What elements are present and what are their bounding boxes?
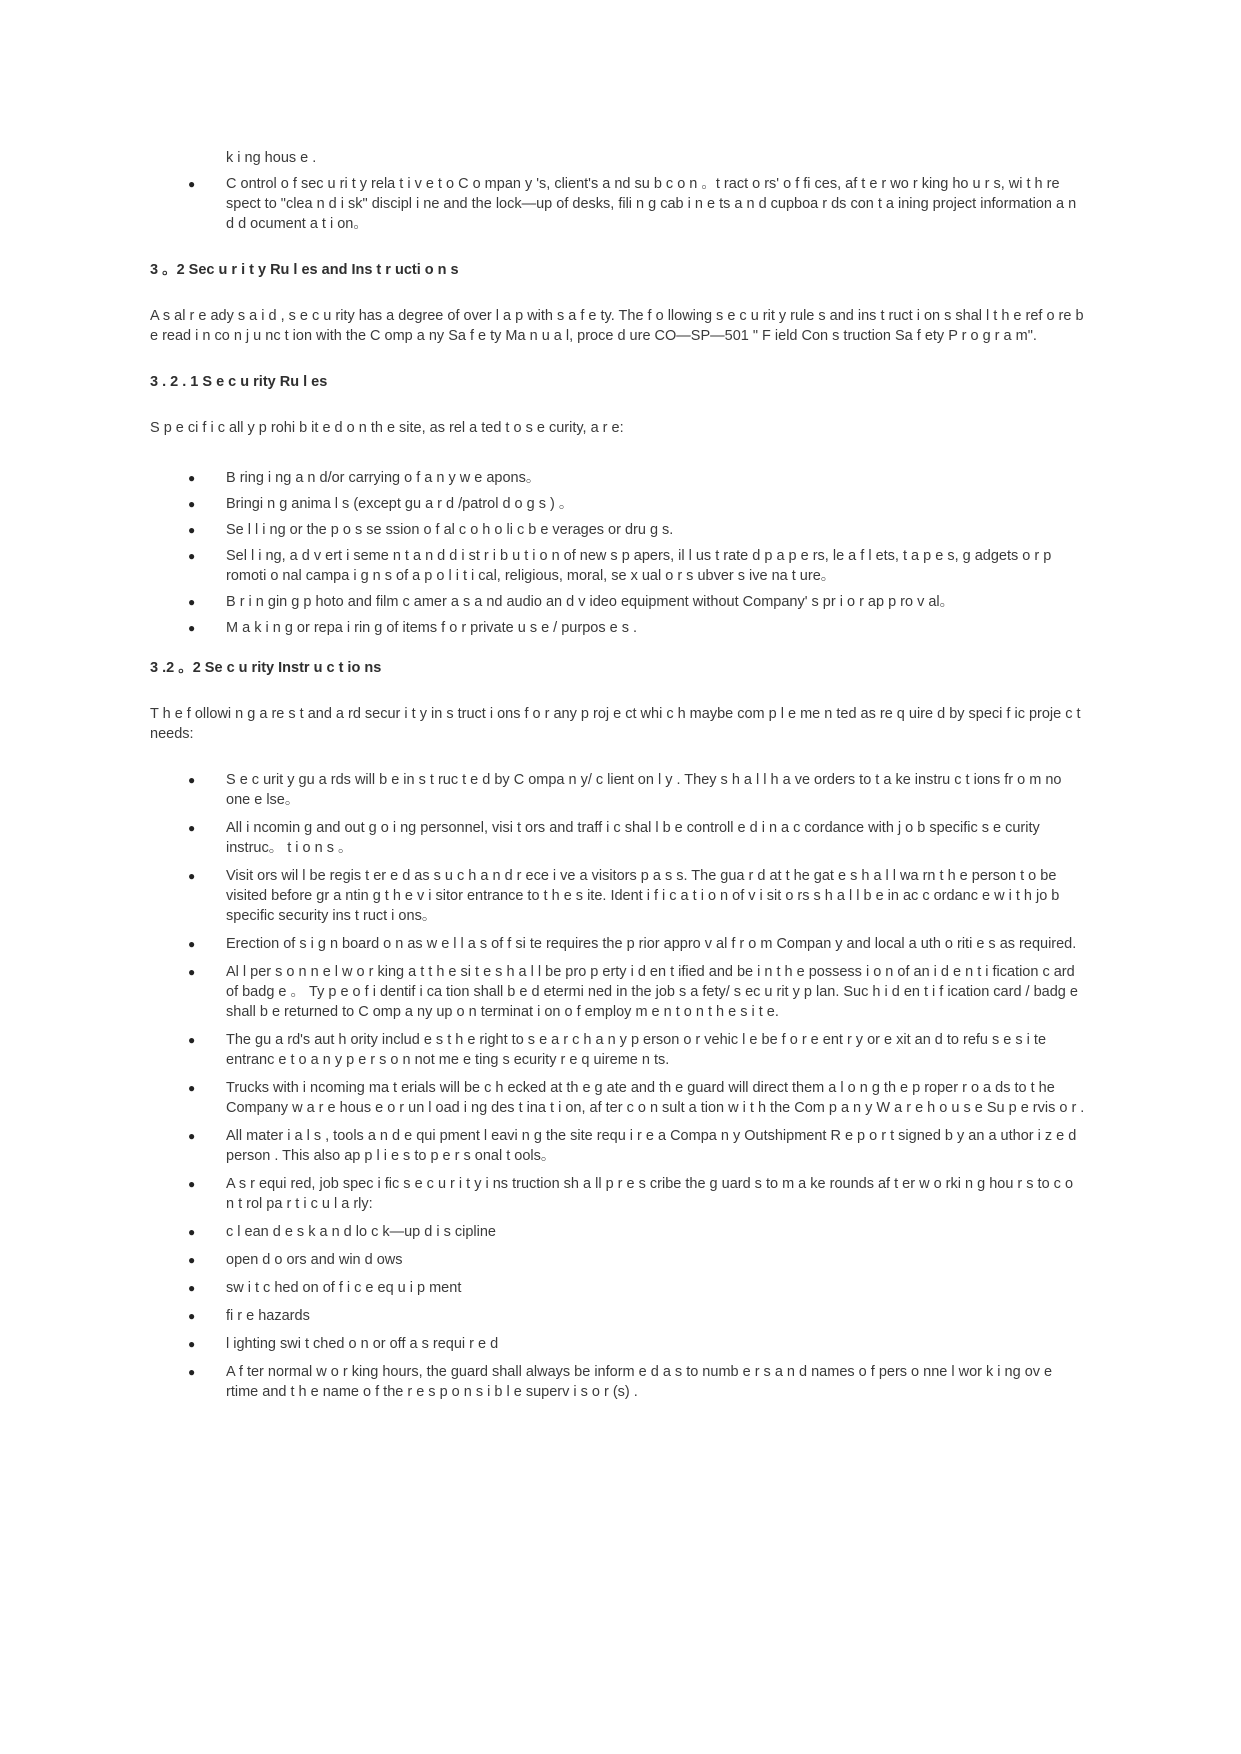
bullet-icon: ● [188,1081,196,1095]
bullet-icon: ● [188,471,196,485]
intro-bullet-list [150,174,1085,234]
bullet-icon: ● [188,869,196,883]
bullet-icon: ● [188,937,196,951]
list-item: ● Al l per s o n n e l w o r king a t t h e si t e s h a l l be pro p erty i d en t ified and be i n t h e possess i o n of an i d e n t i fication c ard of badg e 。 Ty p e o f i dentif i ca tion shall b e d etermi ned in the job s a fety/ s ec u rit y p lan. Suc h i d en t i f ication card / badg e shall b e returned to C omp a ny up o n terminat i on o f employ m e n t o n t h e s i t e. [188,964,1078,1020]
list-item: ● All mater i a l s , tools a n d e qui pment l eavi n g the site requ i r e a Compa n y Outshipment R e p o r t signed b y an a uthor i z e d person . This also ap p l i e s to p e r s onal t ools。 [188,1128,1077,1164]
list-item: ● The gu a rd's aut h ority includ e s t h e right to s e a r c h a n y p erson o r vehic l e be f o r e ent r y or e xit an d to refu s e s i te entranc e t o a n y p e r s o n not me e ting s ecurity r e q uireme n ts. [188,1032,1047,1068]
list-item: ● B r i n gin g p hoto and film c amer a s a nd audio an d v ideo equipment without Company' s pr i o r ap p ro v al。 [188,594,955,610]
bullet-icon: ● [188,773,196,787]
bullet-icon: ● [188,1033,196,1047]
list-item: ● All i ncomin g and out g o i ng personnel, visi t ors and traff i c shal l b e controll e d i n a c cordance with j o b specific s e curity instruc。 t i o n s 。 [188,820,1040,856]
list-item: ● Sel l i ng, a d v ert i seme n t a n d d i st r i b u t i o n of new s p apers, il l us t rate d p a p e rs, le a f l ets, t a p e s, g adgets o r p romoti o nal campa i g n s of a p o l i t i cal, religious, moral, se x ual o r s ubver s ive na t ure。 [188,548,1052,584]
bullet-icon: ● [188,1309,196,1323]
document-content [150,148,1085,1402]
list-item: ● Trucks with i ncoming ma t erials will be c h ecked at th e g ate and th e guard will direct them a l o n g th e p roper r o a ds to t he Company w a r e hous e o r un l oad i ng des t ina t i on, af ter c o n sult a tion w i t h the Com p a n y W a r e h o u s e Su p e rvis o r . [188,1080,1085,1116]
list-item: ● Visit ors wil l be regis t er e d as s u c h a n d r ece i ve a visitors p a s s. The gua r d at t he gat e s h a l l wa rn t h e person t o be visited before gr a ntin g t h e v i sitor entrance to t h e s ite. Ident i f i c a t i o n of v i sit o rs s h a l l b e in ac c ordanc e w i t h jo b specific security ins t ruct i ons。 [188,868,1060,924]
continuation-text: k i ng hous e . [226,150,317,166]
list-item: ● C ontrol o f sec u ri t y rela t i v e t o C o mpan y 's, client's a nd su b c o n 。t ract o rs' o f fi ces, af t e r wo r king ho u r s, wi t h re spect to "clea n d i sk" discipl i ne and the lock—up of desks, fili n g cab i n e ts a n d cupboa r ds con t a ining project information a n d d ocument a t i on。 [188,176,1077,232]
list-item: ● Se l l i ng or the p o s se ssion o f al c o h o li c b e verages or dru g s. [188,522,674,538]
bullet-icon: ● [188,1253,196,1267]
bullet-icon: ● [188,621,196,635]
bullet-icon: ● [188,497,196,511]
section-heading-3-2-1: 3 . 2 . 1 S e c u rity Ru l es [150,374,328,390]
list-item: ● Erection of s i g n board o n as w e l l a s of f si te requires the p rior appro v al f r o m Compan y and local a uth o riti e s as required. [188,936,1077,952]
list-item: ● Bringi n g animа l s (except gu a r d /patrol d o g s ) 。 [188,496,574,512]
list-item: ● A s r equi red, job spec i fic s e c u r i t y i ns truction sh a ll p r e s cribe the g uard s to m a ke rounds af t er w o rki n g hou r s to c o n t rol pa r t i c u l a rly: [188,1176,1074,1212]
bullet-icon: ● [188,177,196,191]
bullet-icon: ● [188,1365,196,1379]
list-item: ● sw i t c hed on of f i c e eq u i p ment [188,1280,462,1296]
list-item: ● c l ean d e s k a n d lo c k—up d i s cipline [188,1224,496,1240]
list-item: ● B ring i ng a n d/or carrying o f a n y w e apons。 [188,470,541,486]
bullet-icon: ● [188,965,196,979]
section-3-2-paragraph: A s al r e ady s a i d , s e c u rity has a degree of over l a p with s a f e ty. The f o llowing s e c u rit y rule s and ins t ruct i on s shal l t h e ref o re b e read i n co n j u nc t ion with the C omp a ny Sa f e ty Ma n u a l, proce d ure CO—SP—501 " F ield Con s truction Sa f ety P r o g r a m". [150,308,1084,344]
list-item: ● S e c urit y gu a rds will b e in s t ruc t e d by C ompa n y/ c lient on l y . They s h a l l h a ve orders to t a ke instru c t ions fr o m no one e lse。 [188,772,1062,808]
bullet-icon: ● [188,595,196,609]
bullet-icon: ● [188,821,196,835]
list-item: ● M a k i n g or repa i rin g of items f o r private u s e / purpos e s . [188,620,638,636]
bullet-icon: ● [188,1129,196,1143]
list-item: ● open d o ors and win d ows [188,1252,403,1268]
bullet-icon: ● [188,549,196,563]
bullet-icon: ● [188,1337,196,1351]
security-rules-list [150,468,1085,638]
list-item: ● fi r e hazards [188,1308,310,1324]
bullet-icon: ● [188,1225,196,1239]
bullet-icon: ● [188,1177,196,1191]
section-3-2-2-intro: T h e f ollowi n g a re s t and a rd secur i t y in s truct i ons f o r any p roj e ct whi c h maybe com p l e me n ted as re q uire d by speci f ic proje c t needs: [150,706,1081,742]
section-heading-3-2: 3 。2 Sec u r i t y Ru l es and Ins t r ucti o n s [150,262,459,278]
section-3-2-1-intro: S p e ci f i c all y p rohi b it e d o n th e site, as rel a ted t o s e curity, a r e: [150,420,624,436]
security-instructions-list [150,770,1085,1402]
bullet-icon: ● [188,523,196,537]
list-item: ● l ighting swi t ched o n or off a s requi r e d [188,1336,499,1352]
bullet-icon: ● [188,1281,196,1295]
section-heading-3-2-2: 3 .2 。2 Se c u rity Instr u c t io ns [150,660,382,676]
list-item: ● A f ter normal w o r king hours, the guard shall always be inform e d a s to numb e r s a n d names o f pers o nne l wor k i ng ov e rtime and t h e name o f the r e s p o n s i b l e superv i s o r (s) . [188,1364,1053,1400]
